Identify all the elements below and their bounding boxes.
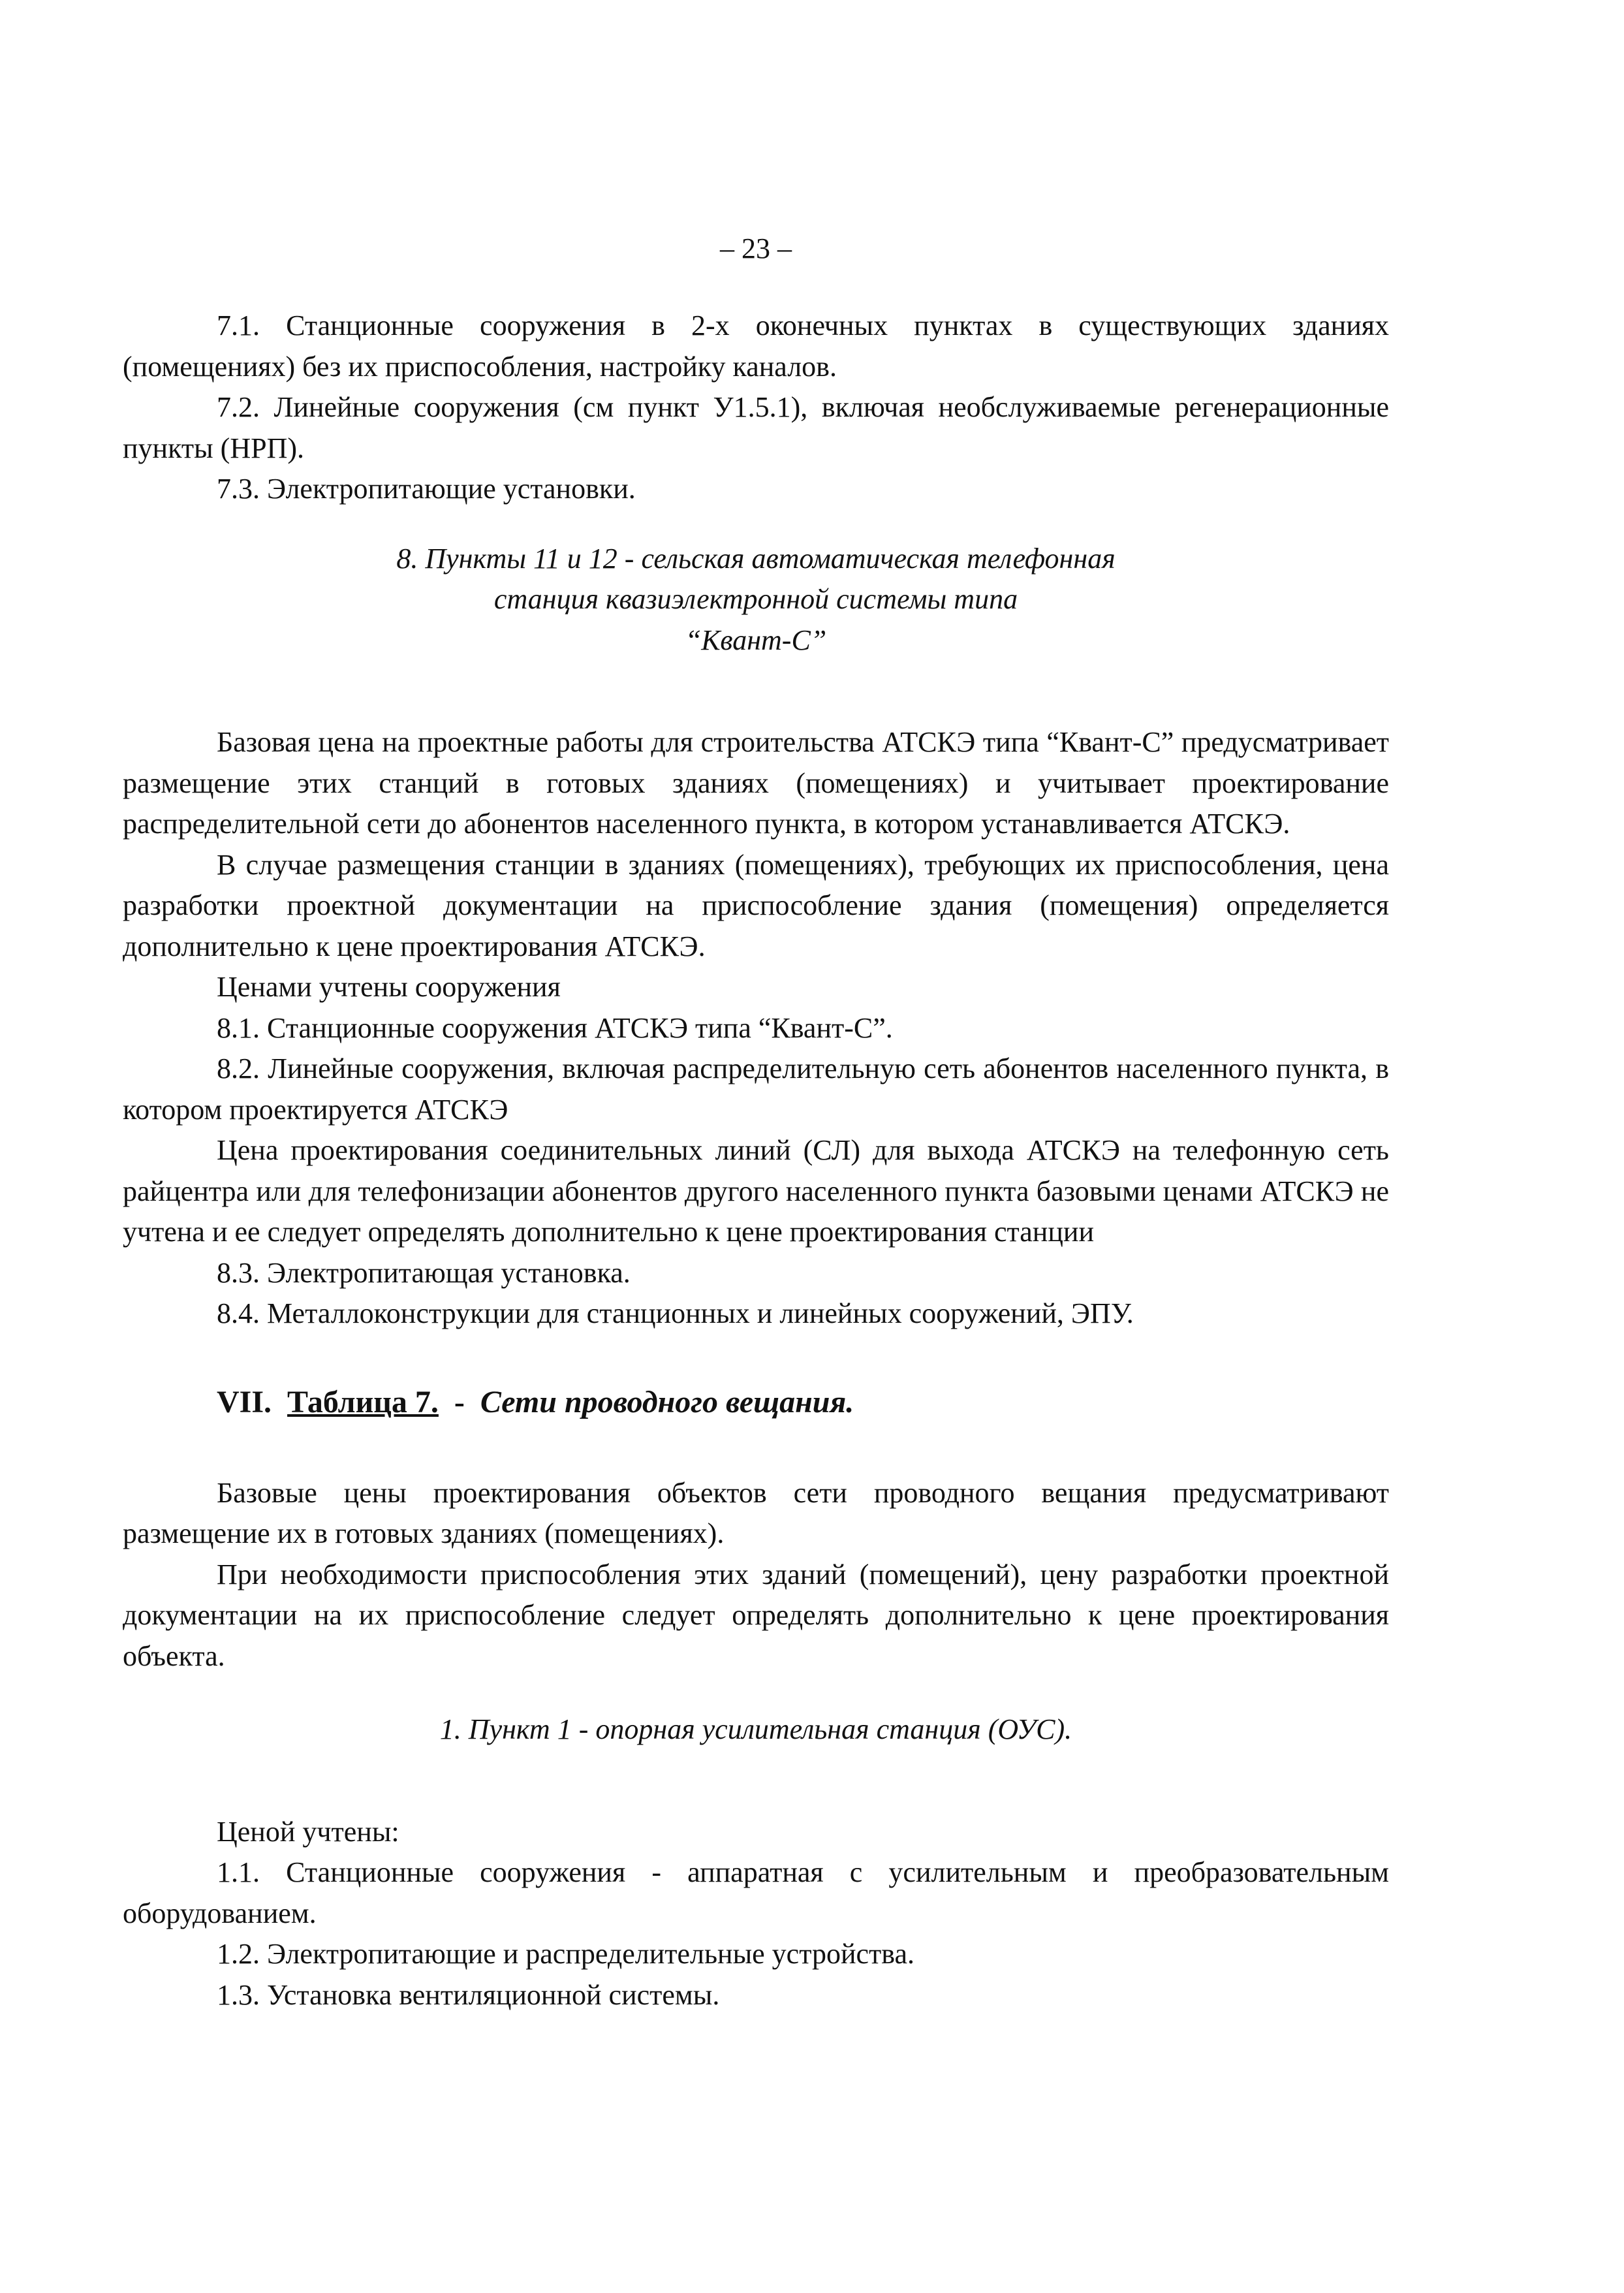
heading-line: “Квант-С” xyxy=(685,624,827,656)
subsection-heading-1: 1. Пункт 1 - опорная усилительная станция (ОУС). xyxy=(439,1713,1072,1745)
paragraph: Ценой учтены: xyxy=(217,1815,399,1848)
section-number: VII. xyxy=(217,1384,272,1419)
paragraph: При необходимости приспособления этих зданий (помещений), цену разработки проектной документации на их приспособление следует определять дополнительно к цене проектирования объекта. xyxy=(123,1558,1389,1672)
document-page xyxy=(123,232,1389,2016)
paragraph: 7.2. Линейные сооружения (см пункт У1.5.1), включая необслуживаемые регенерационные пункты (НРП). xyxy=(123,391,1389,464)
paragraph: Цена проектирования соединительных линий (СЛ) для выхода АТСКЭ на телефонную сеть райцентра или для телефонизации абонентов другого населенного пункта базовыми ценами АТСКЭ не учтена и ее следует определять дополнительно к цене проектирования станции xyxy=(123,1134,1389,1248)
block-8-text xyxy=(123,722,1389,1335)
paragraph: 8.4. Металлоконструкции для станционных и линейных сооружений, ЭПУ. xyxy=(217,1297,1134,1329)
paragraph: 7.3. Электропитающие установки. xyxy=(217,473,636,505)
paragraph: 8.1. Станционные сооружения АТСКЭ типа “Квант-С”. xyxy=(217,1011,893,1044)
paragraph: Базовые цены проектирования объектов сети проводного вещания предусматривают размещение их в готовых зданиях (помещениях). xyxy=(123,1476,1389,1549)
block-vii-text xyxy=(123,1473,1389,1677)
section-heading-vii xyxy=(123,1382,1389,1423)
paragraph: 7.1. Станционные сооружения в 2-х оконечных пунктах в существующих зданиях (помещениях) без их приспособления, настройку каналов. xyxy=(123,309,1389,383)
paragraph: Ценами учтены сооружения xyxy=(217,971,561,1003)
block-1-items xyxy=(123,1812,1389,2016)
section-title: Сети проводного вещания. xyxy=(480,1384,854,1419)
table-label: Таблица 7. xyxy=(287,1384,439,1419)
heading-line: 8. Пункты 11 и 12 - сельская автоматическая телефонная xyxy=(396,542,1116,575)
paragraph: В случае размещения станции в зданиях (помещениях), требующих их приспособления, цена разработки проектной документации на приспособление здания (помещения) определяется дополнительно к цене проектирования АТСКЭ. xyxy=(123,848,1389,962)
page-number: – 23 – xyxy=(720,232,792,264)
paragraph: 8.3. Электропитающая установка. xyxy=(217,1256,631,1289)
subsection-heading-8 xyxy=(123,539,1389,661)
paragraph: 1.2. Электропитающие и распределительные устройства. xyxy=(217,1938,914,1970)
section-dash: - xyxy=(454,1384,465,1419)
heading-line: станция квазиэлектронной системы типа xyxy=(493,583,1018,615)
paragraph: 8.2. Линейные сооружения, включая распределительную сеть абонентов населенного пункта, в котором проектируется АТСКЭ xyxy=(123,1052,1389,1126)
paragraph: 1.3. Установка вентиляционной системы. xyxy=(217,1978,720,2011)
paragraph: Базовая цена на проектные работы для строительства АТСКЭ типа “Квант-С” предусматривает размещение этих станций в готовых зданиях (помещениях) и учитывает проектирование распределительной сети до абонентов населенного пункта, в котором устанавливается АТСКЭ. xyxy=(123,726,1389,840)
paragraph: 1.1. Станционные сооружения - аппаратная с усилительным и преобразовательным оборудованием. xyxy=(123,1856,1389,1929)
block-7-items xyxy=(123,306,1389,510)
